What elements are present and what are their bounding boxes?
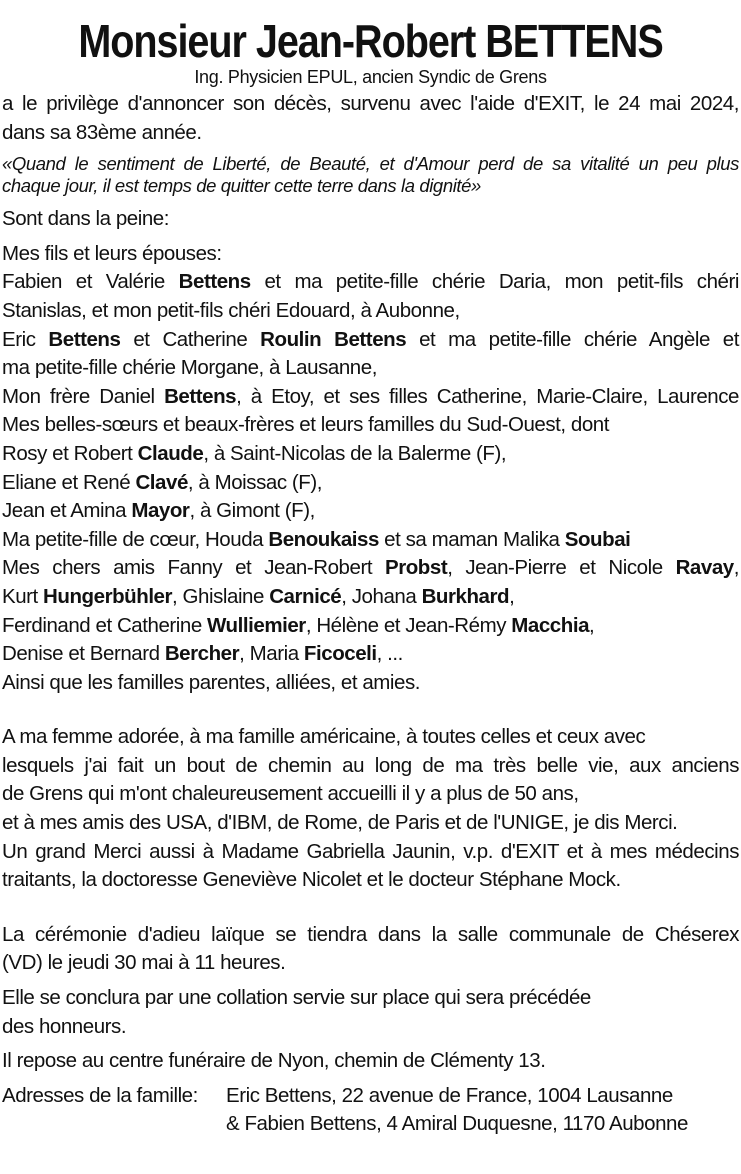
family-list bbox=[2, 240, 739, 698]
family-addresses bbox=[2, 1082, 739, 1139]
thanks-line: traitants, la doctoresse Geneviève Nicolet et le docteur Stéphane Mock. bbox=[2, 868, 621, 892]
family-line: Ferdinand et Catherine Wulliemier, Hélène et Jean-Rémy Macchia, bbox=[2, 613, 595, 637]
collation-paragraph bbox=[2, 984, 739, 1041]
ceremony-line: La cérémonie d'adieu laïque se tiendra dans la salle communale de Chéserex bbox=[2, 922, 739, 946]
collation-line: des honneurs. bbox=[2, 1014, 127, 1038]
address-line: & Fabien Bettens, 4 Amiral Duquesne, 1170 Aubonne bbox=[226, 1112, 688, 1136]
family-line: Denise et Bernard Bercher, Maria Ficoceli, ... bbox=[2, 642, 403, 666]
announcement-line: dans sa 83ème année. bbox=[2, 120, 202, 144]
ceremony-line: (VD) le jeudi 30 mai à 11 heures. bbox=[2, 951, 286, 975]
family-line: Ma petite-fille de cœur, Houda Benoukaiss et sa maman Malika Soubai bbox=[2, 527, 631, 551]
thanks-line: lesquels j'ai fait un bout de chemin au long de ma très belle vie, aux anciens bbox=[2, 753, 739, 777]
family-line: Eric Bettens et Catherine Roulin Bettens et ma petite-fille chérie Angèle et bbox=[2, 327, 739, 351]
family-line: Mes belles-sœurs et beaux-frères et leurs familles du Sud-Ouest, dont bbox=[2, 413, 609, 437]
family-line: Stanislas, et mon petit-fils chéri Edouard, à Aubonne, bbox=[2, 298, 460, 322]
quote-line: chaque jour, il est temps de quitter cette terre dans la dignité» bbox=[2, 175, 481, 197]
addresses-values bbox=[226, 1082, 688, 1139]
family-line: Mes chers amis Fanny et Jean-Robert Probst, Jean-Pierre et Nicole Ravay, bbox=[2, 556, 739, 580]
addresses-label: Adresses de la famille: bbox=[2, 1083, 198, 1107]
family-line: Fabien et Valérie Bettens et ma petite-fille chérie Daria, mon petit-fils chéri bbox=[2, 270, 739, 294]
thanks-line: Un grand Merci aussi à Madame Gabriella Jaunin, v.p. d'EXIT et à mes médecins bbox=[2, 839, 739, 863]
notice-subtitle: Ing. Physicien EPUL, ancien Syndic de Grens bbox=[194, 67, 547, 87]
family-line: Eliane et René Clavé, à Moissac (F), bbox=[2, 470, 322, 494]
quote-line: «Quand le sentiment de Liberté, de Beauté, et d'Amour perd de sa vitalité un peu plus bbox=[2, 153, 739, 175]
family-line: Jean et Amina Mayor, à Gimont (F), bbox=[2, 499, 315, 523]
family-line: Ainsi que les familles parentes, alliées, et amies. bbox=[2, 670, 421, 694]
family-line: Mon frère Daniel Bettens, à Etoy, et ses filles Catherine, Marie-Claire, Laurence bbox=[2, 384, 739, 408]
thanks-paragraph bbox=[2, 723, 739, 895]
notice-title: Monsieur Jean-Robert BETTENS bbox=[78, 15, 663, 67]
thanks-line: de Grens qui m'ont chaleureusement accueilli il y a plus de 50 ans, bbox=[2, 782, 579, 806]
announcement-paragraph bbox=[2, 90, 739, 147]
family-line: Rosy et Robert Claude, à Saint-Nicolas de la Balerme (F), bbox=[2, 441, 507, 465]
family-line: Mes fils et leurs épouses: bbox=[2, 241, 222, 265]
address-line: Eric Bettens, 22 avenue de France, 1004 Lausanne bbox=[226, 1083, 673, 1107]
rest-place: Il repose au centre funéraire de Nyon, chemin de Clémenty 13. bbox=[2, 1049, 546, 1073]
ceremony-paragraph bbox=[2, 921, 739, 978]
quote bbox=[2, 153, 739, 197]
thanks-line: A ma femme adorée, à ma famille américaine, à toutes celles et ceux avec bbox=[2, 725, 646, 749]
announcement-line: a le privilège d'annoncer son décès, survenu avec l'aide d'EXIT, le 24 mai 2024, bbox=[2, 92, 739, 115]
mourners-heading: Sont dans la peine: bbox=[2, 207, 169, 231]
thanks-line: et à mes amis des USA, d'IBM, de Rome, de Paris et de l'UNIGE, je dis Merci. bbox=[2, 811, 678, 835]
family-line: ma petite-fille chérie Morgane, à Lausanne, bbox=[2, 356, 377, 380]
collation-line: Elle se conclura par une collation servie sur place qui sera précédée bbox=[2, 986, 591, 1010]
family-line: Kurt Hungerbühler, Ghislaine Carnicé, Johana Burkhard, bbox=[2, 584, 515, 608]
